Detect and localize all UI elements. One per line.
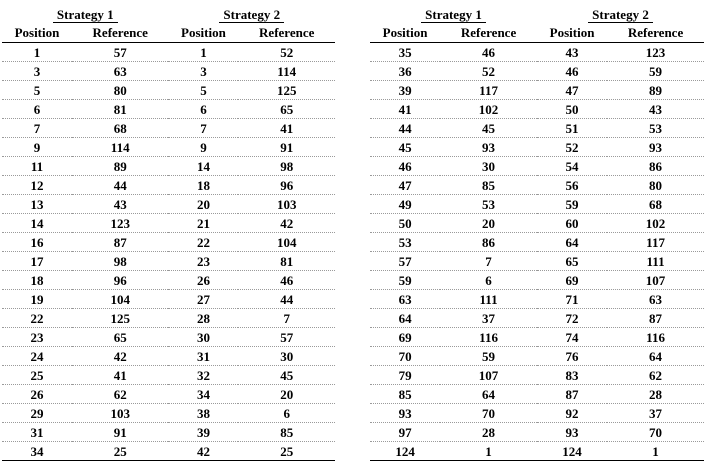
strategy-1-reference-cell: 98	[113, 253, 127, 269]
strategy-1-position-cell: 22	[30, 310, 44, 326]
strategy-1-position-cell: 6	[33, 101, 41, 117]
strategy-2-reference-cell: 91	[280, 139, 294, 155]
table-row	[2, 138, 335, 157]
strategy-2-position-cell: 39	[196, 424, 210, 440]
strategy-2-position-cell: 34	[196, 386, 210, 402]
table-row	[2, 62, 335, 81]
table-row	[2, 347, 335, 366]
strategy-2-reference-cell: 70	[649, 424, 663, 440]
strategy-2-position-cell: 124	[562, 443, 582, 459]
column-header-position: Position	[537, 23, 607, 43]
table-row	[370, 176, 704, 195]
strategy-2-position-cell: 21	[196, 215, 210, 231]
table-row	[2, 423, 335, 442]
strategy-1-reference-cell: 53	[482, 196, 496, 212]
strategy-2-reference-cell: 28	[649, 386, 663, 402]
strategy-1-reference-cell: 68	[113, 120, 127, 136]
strategy-2-position-cell: 93	[565, 424, 579, 440]
strategy-1-position-cell: 5	[33, 82, 41, 98]
strategy-1-label: Strategy 1	[53, 7, 118, 23]
strategy-1-reference-cell: 91	[113, 424, 127, 440]
strategy-2-position-cell: 56	[565, 177, 579, 193]
strategy-2-position-cell: 22	[196, 234, 210, 250]
strategy-1-reference-cell: 46	[482, 44, 496, 60]
strategy-2-position-cell: 71	[565, 291, 579, 307]
strategy-2-position-cell: 64	[565, 234, 579, 250]
strategy-1-position-cell: 23	[30, 329, 44, 345]
strategy-1-reference-cell: 62	[113, 386, 127, 402]
strategy-2-reference-cell: 111	[646, 253, 665, 269]
strategy-1-reference-cell: 44	[113, 177, 127, 193]
strategy-1-reference-cell: 104	[110, 291, 130, 307]
table-left	[2, 7, 335, 461]
strategy-1-reference-cell: 64	[482, 386, 496, 402]
strategy-2-reference-cell: 104	[276, 234, 297, 250]
strategy-1-position-cell: 11	[30, 158, 44, 174]
table-row	[2, 157, 335, 176]
strategy-2-reference-cell: 46	[280, 272, 294, 288]
strategy-1-position-cell: 69	[398, 329, 412, 345]
strategy-2-position-cell: 38	[196, 405, 210, 421]
strategy-1-reference-cell: 57	[113, 44, 127, 60]
strategy-1-reference-cell: 125	[110, 310, 130, 326]
table-row	[2, 290, 335, 309]
strategy-1-position-cell: 16	[30, 234, 44, 250]
strategy-2-position-cell: 47	[565, 82, 579, 98]
strategy-2-reference-cell: 107	[645, 272, 666, 288]
strategy-1-position-cell: 3	[33, 63, 41, 79]
strategy-2-position-cell: 51	[565, 120, 579, 136]
strategy-2-position-cell: 7	[200, 120, 207, 136]
strategy-1-reference-cell: 107	[478, 367, 499, 383]
strategy-2-reference-cell: 125	[276, 82, 297, 98]
strategy-1-position-cell: 70	[398, 348, 412, 364]
strategy-2-reference-cell: 52	[280, 44, 294, 60]
strategy-1-position-cell: 64	[398, 310, 412, 326]
strategy-2-position-cell: 92	[565, 405, 579, 421]
strategy-2-position-cell: 20	[196, 196, 210, 212]
strategy-2-reference-cell: 81	[280, 253, 294, 269]
strategy-1-reference-cell: 42	[113, 348, 127, 364]
column-header-reference: Reference	[607, 23, 704, 43]
table-row	[370, 233, 704, 252]
strategy-1-position-cell: 124	[395, 443, 415, 459]
strategy-2-position-cell: 83	[565, 367, 579, 383]
table-row	[2, 404, 335, 423]
strategy-1-reference-cell: 7	[485, 253, 492, 269]
strategy-1-position-cell: 18	[30, 272, 44, 288]
strategy-1-position-cell: 7	[33, 120, 41, 136]
table-row	[2, 271, 335, 290]
strategy-1-position-cell: 59	[398, 272, 412, 288]
table-row	[370, 138, 704, 157]
strategy-1-reference-cell: 70	[482, 405, 496, 421]
strategy-2-position-cell: 3	[200, 63, 207, 79]
strategy-1-header	[2, 7, 168, 23]
strategy-2-reference-cell: 59	[649, 63, 663, 79]
strategy-2-reference-cell: 57	[280, 329, 294, 345]
strategy-2-position-cell: 74	[565, 329, 579, 345]
strategy-2-reference-cell: 42	[280, 215, 294, 231]
strategy-2-position-cell: 28	[196, 310, 210, 326]
strategy-2-reference-cell: 20	[280, 386, 294, 402]
strategy-1-position-cell: 46	[398, 158, 412, 174]
column-header-position: Position	[168, 23, 238, 43]
strategy-1-position-cell: 47	[398, 177, 412, 193]
table-row	[370, 404, 704, 423]
strategy-2-position-cell: 60	[565, 215, 579, 231]
strategy-1-position-cell: 45	[398, 139, 412, 155]
table-row	[2, 385, 335, 404]
strategy-1-reference-cell: 111	[479, 291, 498, 307]
table-row	[2, 195, 335, 214]
strategy-2-position-cell: 31	[196, 348, 210, 364]
strategy-2-reference-cell: 116	[646, 329, 665, 345]
strategy-2-reference-cell: 64	[649, 348, 663, 364]
strategy-2-position-cell: 5	[200, 82, 207, 98]
table-row	[370, 100, 704, 119]
strategy-2-position-cell: 14	[196, 158, 210, 174]
table-row	[370, 347, 704, 366]
strategy-1-position-cell: 57	[398, 253, 412, 269]
strategy-1-position-cell: 53	[398, 234, 412, 250]
column-header-reference: Reference	[72, 23, 169, 43]
strategy-2-reference-cell: 96	[280, 177, 294, 193]
strategy-2-position-cell: 69	[565, 272, 579, 288]
strategy-2-position-cell: 72	[565, 310, 579, 326]
strategy-2-label: Strategy 2	[219, 7, 284, 23]
strategy-1-position-cell: 35	[398, 44, 412, 60]
table-row	[370, 119, 704, 138]
table-row	[2, 442, 335, 461]
strategy-1-position-cell: 24	[30, 348, 44, 364]
strategy-1-reference-cell: 52	[482, 63, 496, 79]
strategy-1-position-cell: 49	[398, 196, 412, 212]
strategy-2-reference-cell: 68	[649, 196, 663, 212]
strategy-2-reference-cell: 80	[649, 177, 663, 193]
strategy-2-position-cell: 54	[565, 158, 579, 174]
strategy-2-position-cell: 32	[196, 367, 210, 383]
table-row	[370, 328, 704, 347]
strategy-1-reference-cell: 20	[482, 215, 496, 231]
strategy-1-position-cell: 79	[398, 367, 412, 383]
strategy-2-reference-cell: 44	[280, 291, 294, 307]
table-row	[370, 81, 704, 100]
strategy-1-reference-cell: 25	[113, 443, 127, 459]
strategy-1-reference-cell: 28	[482, 424, 496, 440]
strategy-2-reference-cell: 89	[649, 82, 663, 98]
strategy-1-position-cell: 85	[398, 386, 412, 402]
strategy-2-reference-cell: 1	[652, 443, 659, 459]
strategy-1-position-cell: 44	[398, 120, 412, 136]
column-header-position: Position	[370, 23, 440, 43]
strategy-1-reference-cell: 102	[478, 101, 499, 117]
strategy-1-reference-cell: 117	[479, 82, 498, 98]
strategy-2-reference-cell: 53	[649, 120, 663, 136]
strategy-1-reference-cell: 43	[113, 196, 127, 212]
strategy-1-reference-cell: 80	[113, 82, 127, 98]
table-row	[2, 81, 335, 100]
strategy-1-position-cell: 63	[398, 291, 412, 307]
strategy-1-reference-cell: 87	[113, 234, 127, 250]
strategy-2-reference-cell: 123	[645, 44, 666, 60]
strategy-2-position-cell: 50	[565, 101, 579, 117]
table-row	[370, 290, 704, 309]
column-header-reference: Reference	[238, 23, 335, 43]
strategy-1-position-cell: 13	[30, 196, 44, 212]
strategy-2-position-cell: 1	[200, 44, 207, 60]
strategy-2-reference-cell: 7	[283, 310, 290, 326]
strategy-1-reference-cell: 45	[482, 120, 496, 136]
strategy-2-position-cell: 30	[196, 329, 210, 345]
strategy-2-position-cell: 76	[565, 348, 579, 364]
strategy-1-position-cell: 14	[30, 215, 44, 231]
strategy-2-reference-cell: 103	[276, 196, 297, 212]
strategy-2-reference-cell: 102	[645, 215, 666, 231]
table-row	[370, 195, 704, 214]
strategy-1-reference-cell: 81	[113, 101, 127, 117]
table-row	[370, 157, 704, 176]
strategy-2-reference-cell: 93	[649, 139, 663, 155]
strategy-1-header	[370, 7, 537, 23]
strategy-1-position-cell: 39	[398, 82, 412, 98]
strategy-1-position-cell: 34	[30, 443, 44, 459]
strategy-1-reference-cell: 114	[110, 139, 130, 155]
strategy-2-reference-cell: 30	[280, 348, 294, 364]
strategy-2-position-cell: 9	[200, 139, 207, 155]
table-row	[370, 43, 704, 62]
strategy-1-reference-cell: 6	[485, 272, 492, 288]
strategy-2-reference-cell: 6	[283, 405, 290, 421]
table-row	[370, 62, 704, 81]
strategy-2-reference-cell: 85	[280, 424, 294, 440]
strategy-2-reference-cell: 25	[280, 443, 294, 459]
strategy-1-reference-cell: 123	[110, 215, 130, 231]
strategy-1-reference-cell: 93	[482, 139, 496, 155]
strategy-2-position-cell: 65	[565, 253, 579, 269]
strategy-1-position-cell: 50	[398, 215, 412, 231]
table-right	[370, 7, 704, 461]
strategy-1-reference-cell: 1	[485, 443, 492, 459]
table-row	[370, 423, 704, 442]
strategy-1-position-cell: 17	[30, 253, 44, 269]
strategy-1-reference-cell: 103	[110, 405, 130, 421]
table-row	[2, 233, 335, 252]
strategy-1-position-cell: 26	[30, 386, 44, 402]
strategy-1-position-cell: 9	[33, 139, 41, 155]
strategy-2-position-cell: 43	[565, 44, 579, 60]
strategy-2-header	[168, 7, 335, 23]
strategy-2-position-cell: 23	[196, 253, 210, 269]
strategy-2-position-cell: 18	[196, 177, 210, 193]
table-row	[2, 214, 335, 233]
strategy-1-reference-cell: 63	[113, 63, 127, 79]
strategy-1-reference-cell: 30	[482, 158, 496, 174]
table-row	[2, 43, 335, 62]
table-row	[2, 176, 335, 195]
strategy-2-reference-cell: 65	[280, 101, 294, 117]
table-row	[370, 252, 704, 271]
strategy-2-label: Strategy 2	[588, 7, 653, 23]
table-body	[370, 43, 704, 461]
strategy-1-reference-cell: 65	[113, 329, 127, 345]
strategy-1-reference-cell: 116	[479, 329, 498, 345]
strategy-2-reference-cell: 114	[277, 63, 297, 79]
table-row	[370, 214, 704, 233]
strategy-1-reference-cell: 85	[482, 177, 496, 193]
strategy-2-position-cell: 52	[565, 139, 579, 155]
strategy-1-position-cell: 93	[398, 405, 412, 421]
table-row	[2, 328, 335, 347]
strategy-1-reference-cell: 41	[113, 367, 127, 383]
strategy-1-reference-cell: 59	[482, 348, 496, 364]
strategy-2-header	[537, 7, 704, 23]
strategy-1-position-cell: 29	[30, 405, 44, 421]
strategy-2-position-cell: 59	[565, 196, 579, 212]
strategy-2-reference-cell: 45	[280, 367, 294, 383]
strategy-2-reference-cell: 43	[649, 101, 663, 117]
strategy-2-reference-cell: 87	[649, 310, 663, 326]
strategy-1-reference-cell: 86	[482, 234, 496, 250]
strategy-1-position-cell: 41	[398, 101, 412, 117]
table-row	[2, 252, 335, 271]
table-row	[2, 366, 335, 385]
table-row	[2, 309, 335, 328]
strategy-2-position-cell: 87	[565, 386, 579, 402]
strategy-1-position-cell: 19	[30, 291, 44, 307]
strategy-2-position-cell: 6	[200, 101, 207, 117]
strategy-1-position-cell: 97	[398, 424, 412, 440]
strategy-2-position-cell: 42	[196, 443, 210, 459]
column-header-position: Position	[2, 23, 72, 43]
table-row	[370, 366, 704, 385]
table-row	[370, 309, 704, 328]
strategy-2-reference-cell: 41	[280, 120, 294, 136]
table-body	[2, 43, 335, 461]
strategy-2-reference-cell: 98	[280, 158, 294, 174]
strategy-1-label: Strategy 1	[421, 7, 486, 23]
strategy-2-reference-cell: 63	[649, 291, 663, 307]
strategy-1-position-cell: 12	[30, 177, 44, 193]
strategy-2-position-cell: 26	[196, 272, 210, 288]
column-header-reference: Reference	[440, 23, 537, 43]
strategy-2-reference-cell: 117	[646, 234, 665, 250]
strategy-1-position-cell: 25	[30, 367, 44, 383]
strategy-1-reference-cell: 37	[482, 310, 496, 326]
table-row	[370, 442, 704, 461]
strategy-1-position-cell: 1	[33, 44, 41, 60]
strategy-2-reference-cell: 62	[649, 367, 663, 383]
strategy-2-position-cell: 46	[565, 63, 579, 79]
strategy-1-position-cell: 36	[398, 63, 412, 79]
strategy-1-reference-cell: 96	[113, 272, 127, 288]
strategy-1-position-cell: 31	[30, 424, 44, 440]
table-row	[370, 385, 704, 404]
table-row	[2, 100, 335, 119]
table-row	[2, 119, 335, 138]
strategy-2-position-cell: 27	[196, 291, 210, 307]
strategy-1-reference-cell: 89	[113, 158, 127, 174]
strategy-2-reference-cell: 86	[649, 158, 663, 174]
strategy-2-reference-cell: 37	[649, 405, 663, 421]
table-row	[370, 271, 704, 290]
